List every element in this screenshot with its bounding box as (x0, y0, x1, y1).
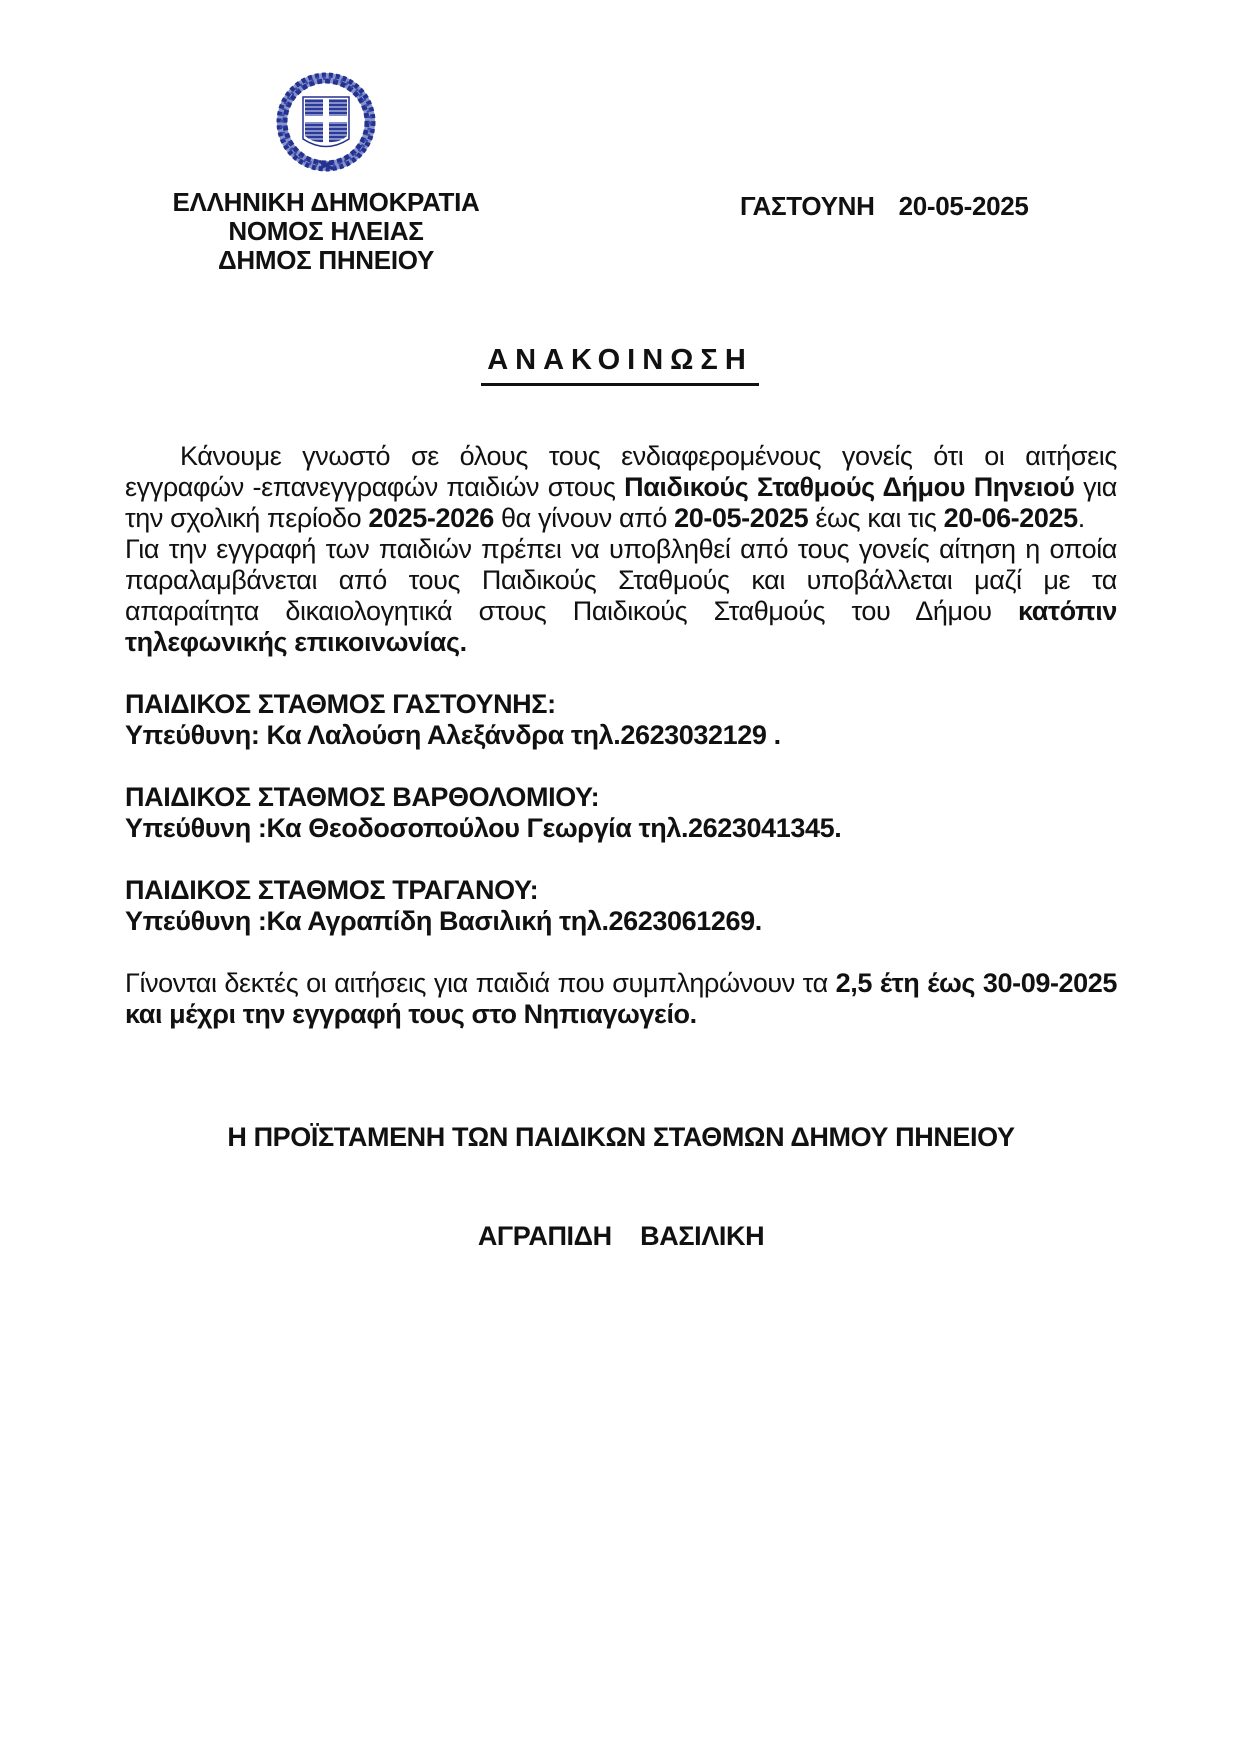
text-segment: Υπεύθυνη: Κα Λαλούση Αλεξάνδρα τηλ.2623032129 . (125, 720, 781, 750)
station-vartholomio-line (125, 782, 1117, 813)
document-body (125, 441, 1117, 1252)
text-segment: Γίνονται δεκτές οι αιτήσεις για παιδιά που συμπληρώνουν τα (125, 968, 836, 998)
greek-national-emblem-icon (272, 66, 380, 178)
procedure-paragraph (125, 534, 1117, 658)
text-segment: για την σχολική περίοδο (125, 472, 1117, 533)
text-segment: ΑΓΡΑΠΙΔΗ ΒΑΣΙΛΙΚΗ (477, 1221, 765, 1251)
text-segment: 2,5 έτη έως 30-09-2025 και μέχρι την εγγραφή τους στο Νηπιαγωγείο. (125, 968, 1118, 1029)
document-title: ΑΝΑΚΟΙΝΩΣΗ (481, 344, 759, 386)
date-label: 20-05-2025 (898, 191, 1029, 221)
station-gastouni-line (125, 689, 1117, 720)
station-tragano-line (125, 906, 1117, 937)
text-segment: ΠΑΙΔΙΚΟΣ ΣΤΑΘΜΟΣ ΤΡΑΓΑΝΟΥ: (125, 875, 539, 905)
org-name-prefecture: ΝΟΜΟΣ ΗΛΕΙΑΣ (228, 216, 424, 246)
text-segment: έως και τις (808, 503, 944, 533)
station-gastouni-line (125, 720, 1117, 751)
text-segment: ΠΑΙΔΙΚΟΣ ΣΤΑΘΜΟΣ ΒΑΡΘΟΛΟΜΙΟΥ: (125, 782, 600, 812)
signature-title-line (125, 1122, 1117, 1153)
station-tragano-line (125, 875, 1117, 906)
station-tragano (125, 875, 1117, 937)
text-segment: 20-05-2025 (674, 503, 809, 533)
text-segment: Υπεύθυνη :Κα Θεοδοσοπούλου Γεωργία τηλ.2623041345. (125, 813, 842, 843)
station-vartholomio-line (125, 813, 1117, 844)
document-header-left (140, 66, 512, 275)
text-segment: 2025-2026 (368, 503, 494, 533)
signature-title (125, 1122, 1117, 1153)
text-segment: . (1077, 503, 1085, 533)
text-segment: Η ΠΡΟΪΣΤΑΜΕΝΗ ΤΩΝ ΠΑΙΔΙΚΩΝ ΣΤΑΘΜΩΝ ΔΗΜΟΥ ΠΗΝΕΙΟΥ (227, 1122, 1015, 1152)
closing-paragraph (125, 968, 1117, 1030)
place-date-line (740, 191, 1029, 222)
text-segment: 20-06-2025 (943, 503, 1078, 533)
text-segment: κατόπιν τηλεφωνικής επικοινωνίας. (125, 596, 1117, 657)
signature-name (125, 1221, 1117, 1252)
text-segment: Για την εγγραφή των παιδιών πρέπει να υποβληθεί από τους γονείς αίτηση η οποία παραλαμβάνεται από τους Παιδικούς Σταθμούς και υποβάλλεται μαζί με τα απαραίτητα δικαιολογητικά στους Παιδικούς Σταθμούς του Δήμου (125, 534, 1117, 626)
closing-paragraph-line (125, 968, 1117, 1030)
intro-paragraph-line (125, 441, 1117, 534)
text-segment: Κάνουμε γνωστό σε όλους τους ενδιαφερομένους γονείς ότι οι αιτήσεις εγγραφών -επανεγγραφών παιδιών στους (125, 441, 1117, 502)
text-segment: ΠΑΙΔΙΚΟΣ ΣΤΑΘΜΟΣ ΓΑΣΤΟΥΝΗΣ: (125, 689, 556, 719)
org-name-municipality: ΔΗΜΟΣ ΠΗΝΕΙΟΥ (217, 245, 434, 275)
station-vartholomio (125, 782, 1117, 844)
intro-paragraph (125, 441, 1117, 534)
org-name-country: ΕΛΛΗΝΙΚΗ ΔΗΜΟΚΡΑΤΙΑ (172, 187, 480, 217)
text-segment: Υπεύθυνη :Κα Αγραπίδη Βασιλική τηλ.2623061269. (125, 906, 762, 936)
title-wrap (0, 344, 1240, 386)
signature-name-line (125, 1221, 1117, 1252)
text-segment: θα γίνουν από (493, 503, 675, 533)
text-segment: Παιδικούς Σταθμούς Δήμου Πηνειού (624, 472, 1075, 502)
station-gastouni (125, 689, 1117, 751)
place-label: ΓΑΣΤΟΥΝΗ (740, 191, 875, 221)
procedure-paragraph-line (125, 534, 1117, 658)
